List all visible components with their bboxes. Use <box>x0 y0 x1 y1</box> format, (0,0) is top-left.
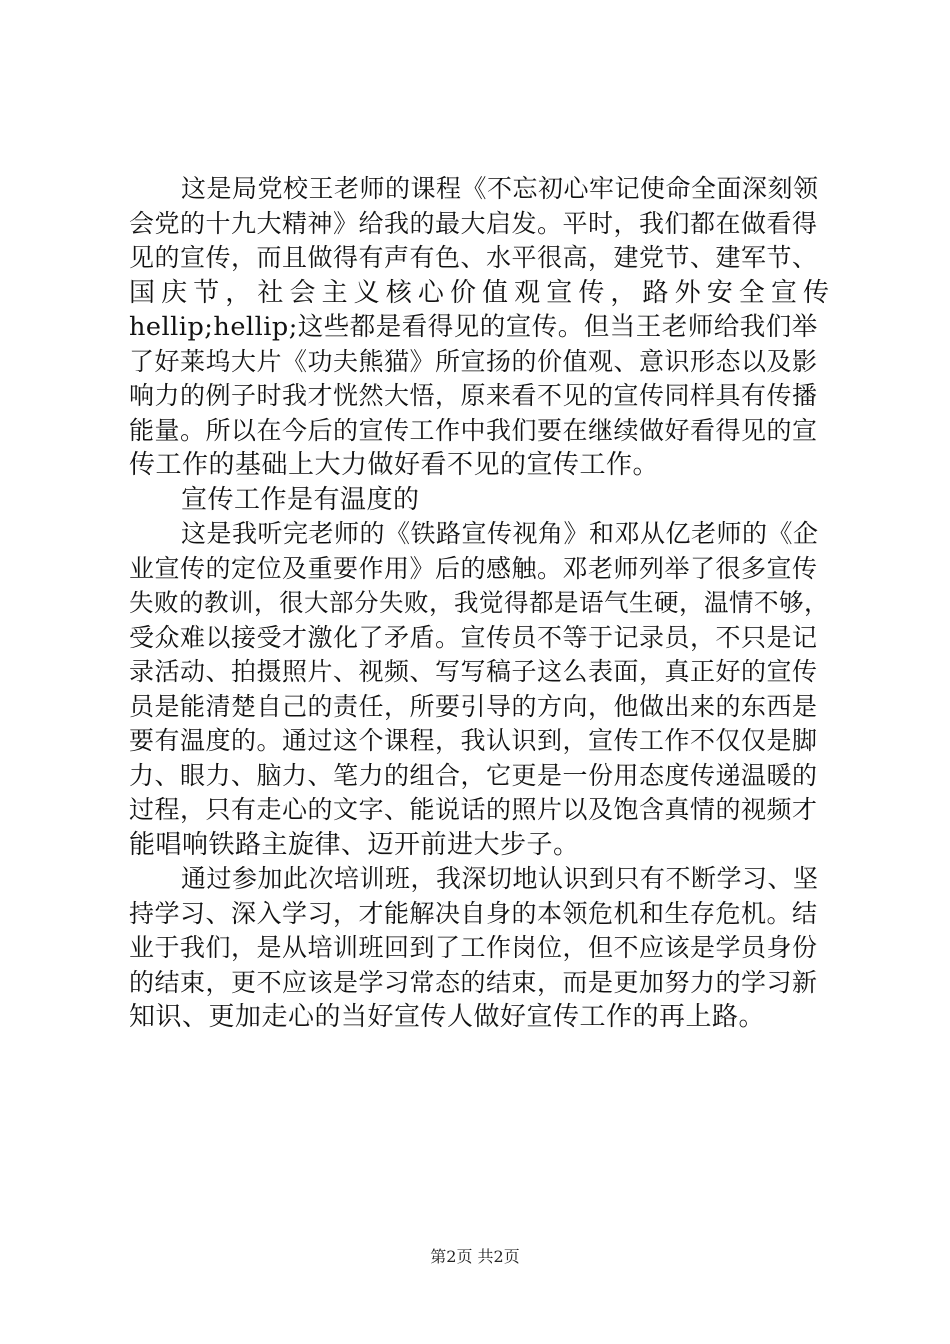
paragraph-line: 见的宣传，而且做得有声有色、水平很高，建党节、建军节、 <box>129 243 818 272</box>
paragraph-line: 通过参加此次培训班，我深切地认识到只有不断学习、坚 <box>181 864 819 893</box>
paragraph-line: 员是能清楚自己的责任，所要引导的方向，他做出来的东西是 <box>129 691 818 721</box>
paragraph-line: 的结束，更不应该是学习常态的结束，而是更加努力的学习新 <box>129 967 818 997</box>
paragraph-line: 国 庆 节 ， 社 会 主 义 核 心 价 值 观 宣 传 ， 路 外 安 全 宣 传 <box>129 277 829 308</box>
page-number-footer: 第2页 共2页 <box>430 1247 520 1266</box>
paragraph-line: 这是我听完老师的《铁路宣传视角》和邓从亿老师的《企 <box>181 519 819 548</box>
paragraph-line: 要有温度的。通过这个课程，我认识到，宣传工作不仅仅是脚 <box>129 726 818 755</box>
paragraph-line: 受众难以接受才激化了矛盾。宣传员不等于记录员，不只是记 <box>129 622 818 652</box>
paragraph-line: 会党的十九大精神》给我的最大启发。平时，我们都在做看得 <box>129 208 818 238</box>
paragraph-line: 过程，只有走心的文字、能说话的照片以及饱含真情的视频才 <box>129 795 818 824</box>
paragraph-line: 这是局党校王老师的课程《不忘初心牢记使命全面深刻领 <box>181 174 819 203</box>
paragraph-line: 业于我们，是从培训班回到了工作岗位，但不应该是学员身份 <box>129 933 818 962</box>
section-heading: 宣传工作是有温度的 <box>181 484 420 515</box>
paragraph-line: 力、眼力、脑力、笔力的组合，它更是一份用态度传递温暖的 <box>129 760 818 790</box>
paragraph-line: 能量。所以在今后的宣传工作中我们要在继续做好看得见的宣 <box>129 415 818 445</box>
paragraph-line: 失败的教训，很大部分失败，我觉得都是语气生硬，温情不够， <box>129 588 829 617</box>
paragraph-line: 能唱响铁路主旋律、迈开前进大步子。 <box>129 829 580 860</box>
paragraph-line: 传工作的基础上大力做好看不见的宣传工作。 <box>129 450 660 480</box>
paragraph-line: 知识、更加走心的当好宣传人做好宣传工作的再上路。 <box>129 1002 766 1032</box>
paragraph-line: hellip;hellip;这些都是看得见的宣传。但当王老师给我们举 <box>129 312 818 342</box>
paragraph-line: 持学习、深入学习，才能解决自身的本领危机和生存危机。结 <box>129 898 818 928</box>
document-body <box>129 172 829 1035</box>
paragraph-line: 响力的例子时我才恍然大悟，原来看不见的宣传同样具有传播 <box>129 381 818 410</box>
paragraph-line: 业宣传的定位及重要作用》后的感触。邓老师列举了很多宣传 <box>129 553 818 583</box>
paragraph-line: 了好莱坞大片《功夫熊猫》所宣扬的价值观、意识形态以及影 <box>129 346 818 376</box>
paragraph-line: 录活动、拍摄照片、视频、写写稿子这么表面，真正好的宣传 <box>129 657 818 686</box>
